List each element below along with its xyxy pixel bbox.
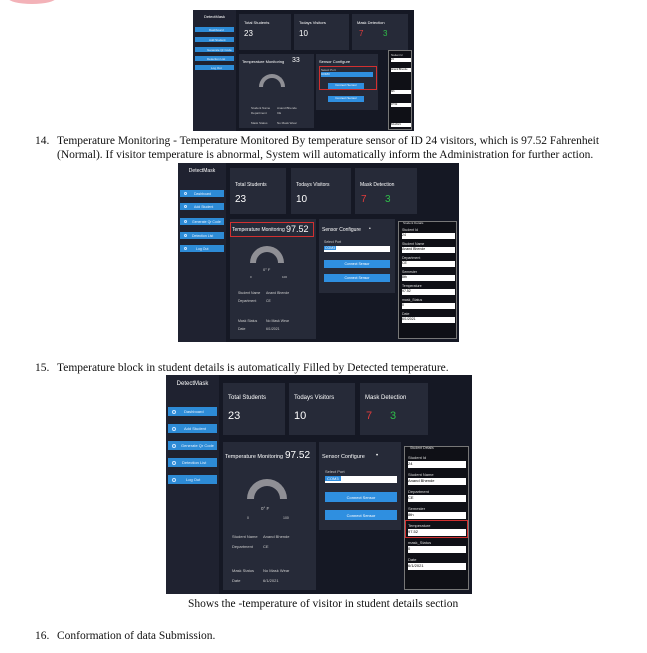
connect-sensor-button[interactable]: Connect Sensor	[325, 492, 397, 502]
detail-label-semester: Semester	[402, 270, 417, 274]
detail-field-student-name[interactable]: Anand Bhende	[408, 478, 466, 485]
detail-field-student-name[interactable]: Anand Bhende	[391, 68, 411, 72]
detail-field-mask-status[interactable]: 0	[402, 303, 455, 309]
total-students-label: Total Students	[228, 395, 267, 401]
detail-label-date: Date	[402, 312, 410, 316]
temperature-panel	[223, 442, 316, 590]
detail-label-student-name: Student Name	[408, 472, 434, 477]
detail-label-temperature: Temperature	[402, 284, 422, 288]
list-icon	[184, 234, 187, 237]
sidebar-title: DetectMask	[203, 14, 226, 19]
paragraph-15-text: Temperature block in student details is automatically Filled by Detected temperature.	[57, 362, 449, 374]
sidebar-item-label: Add Student	[184, 426, 207, 431]
sidebar-item-generate-qr[interactable]	[168, 441, 217, 450]
student-name-label: Student Name	[238, 291, 261, 295]
sidebar-item-label: Log Out	[186, 477, 201, 482]
todays-visitors-label: Todays Visitors	[296, 182, 330, 188]
sidebar-item-add-student[interactable]: Add Student	[195, 37, 234, 42]
add-student-icon	[172, 427, 176, 431]
port-select[interactable]	[325, 476, 397, 483]
total-students-label: Total Students	[244, 20, 270, 25]
student-details-panel	[388, 50, 412, 130]
total-students-card	[223, 383, 285, 435]
gauge-min: 0	[247, 516, 249, 520]
department-label: Department	[232, 544, 253, 549]
temperature-value: 33	[292, 57, 300, 64]
gauge-max: 100	[283, 516, 289, 520]
detail-field-semester[interactable]: 8th	[408, 512, 466, 519]
dashboard-icon	[172, 410, 176, 414]
detail-label-department: Department	[402, 256, 421, 260]
temperature-title: Temperature Monitoring	[242, 59, 285, 64]
todays-visitors-value: 10	[296, 194, 308, 205]
sensor-title: Sensor Configure	[322, 227, 361, 233]
detail-label-student-id: Student Id	[391, 54, 403, 57]
sensor-panel	[319, 219, 395, 293]
connect-sensor-button[interactable]: Connect Sensor	[324, 260, 390, 268]
sidebar-item-label: Dashboard	[194, 191, 212, 196]
temperature-title: Temperature Monitoring	[232, 227, 285, 233]
todays-visitors-card	[291, 168, 351, 214]
sidebar-item-label: Generate Qr Code	[192, 219, 221, 224]
sidebar-title: DetectMask	[188, 168, 216, 174]
paragraph-16-text: Conformation of data Submission.	[57, 630, 216, 642]
sidebar-item-log-out[interactable]	[180, 245, 224, 252]
logout-icon	[184, 247, 187, 250]
sidebar-item-detection-list[interactable]	[180, 232, 224, 239]
date-value: 6/1/2021	[266, 327, 280, 331]
mask-status-label: Mask Status	[232, 568, 255, 573]
sidebar-item-dashboard[interactable]	[168, 407, 217, 416]
sidebar-item-label: Add Student	[194, 204, 214, 209]
student-name-value: Anand Bhende	[277, 106, 297, 110]
gauge-unit: 0° F	[263, 267, 271, 272]
todays-visitors-card	[289, 383, 355, 435]
qr-icon	[172, 444, 176, 448]
student-name-value: Anand Bhende	[263, 534, 290, 539]
details-title: Student Details	[410, 446, 434, 450]
sidebar-item-label: Dashboard	[184, 409, 204, 414]
connect-sensor-button-2[interactable]: Connect Sensor	[328, 96, 364, 102]
paragraph-14	[35, 134, 625, 162]
highlight-temperature-field	[405, 520, 468, 538]
detail-label-student-id: Student Id	[408, 455, 427, 460]
mask-detection-card	[352, 14, 408, 50]
department-value: CE	[263, 544, 269, 549]
student-details-panel	[404, 446, 469, 590]
sidebar-item-dashboard[interactable]: Dashboard	[195, 27, 234, 32]
sidebar-item-log-out[interactable]	[168, 475, 217, 484]
detail-label-temperature: Temperature	[408, 523, 431, 528]
port-value: COM3	[325, 246, 336, 250]
temperature-value: 97.52	[286, 224, 309, 234]
port-select[interactable]: COM3	[321, 72, 373, 77]
mask-no-count: 7	[361, 194, 367, 205]
port-value: COM3	[327, 476, 339, 481]
date-value: 6/1/2021	[263, 578, 279, 583]
temperature-gauge	[247, 479, 287, 499]
student-details-panel	[398, 221, 457, 339]
qr-icon	[184, 220, 187, 223]
total-students-value: 23	[244, 29, 253, 38]
logout-icon	[172, 478, 176, 482]
gauge-min: 0	[250, 275, 252, 279]
temperature-value: 97.52	[285, 450, 311, 461]
sidebar-item-detection-list[interactable]: Detection List	[195, 56, 234, 61]
mask-detection-card	[360, 383, 428, 435]
detail-field-temperature[interactable]: 97.52	[402, 289, 455, 295]
todays-visitors-value: 10	[299, 29, 308, 38]
mask-detection-card	[355, 168, 417, 214]
sidebar-item-add-student[interactable]	[180, 203, 224, 210]
todays-visitors-value: 10	[294, 410, 307, 422]
total-students-label: Total Students	[235, 182, 267, 188]
student-name-label: Student Name	[251, 106, 271, 110]
screenshot-2	[178, 163, 459, 342]
gauge-unit: 0° F	[261, 506, 270, 511]
paragraph-16-number: 16.	[35, 630, 50, 642]
paragraph-15-number: 15.	[35, 362, 50, 374]
total-students-value: 23	[228, 410, 241, 422]
connect-sensor-button[interactable]: Connect Sensor	[328, 83, 364, 89]
date-label: Date	[232, 578, 241, 583]
gauge-max: 100	[282, 275, 288, 279]
mask-yes-count: 3	[385, 194, 391, 205]
sidebar-item-label: Log Out	[196, 246, 209, 251]
sidebar-title: DetectMask	[176, 381, 209, 387]
connect-sensor-button-2[interactable]: Connect Sensor	[325, 510, 397, 520]
detail-field-department[interactable]: CE	[402, 261, 455, 267]
screenshot-3	[166, 375, 472, 594]
mask-yes-count: 3	[390, 410, 397, 422]
detail-label-date: Date	[408, 557, 417, 562]
top-corner-decoration	[8, 0, 56, 4]
sensor-status-dot: •	[369, 226, 371, 232]
date-label: Date	[238, 327, 246, 331]
detail-field-date[interactable]: 6/1/2021	[402, 317, 455, 323]
sidebar-item-label: Generate Qr Code	[181, 443, 214, 448]
mask-detection-label: Mask Detection	[365, 395, 407, 401]
detail-field-temperature[interactable]: 97.52	[391, 103, 411, 107]
student-name-value: Anand Bhende	[266, 291, 290, 295]
detail-field-temperature[interactable]: 97.52	[408, 529, 466, 536]
sensor-title: Sensor Configure	[322, 454, 365, 460]
todays-visitors-label: Todays Visitors	[299, 20, 326, 25]
dashboard-icon	[184, 192, 187, 195]
mask-status-value: No Mask Wear	[263, 568, 290, 573]
detail-field-mask-status[interactable]: 0	[408, 546, 466, 553]
department-label: Department	[238, 299, 257, 303]
detail-field-date[interactable]: 6/1/2021	[408, 563, 466, 570]
sidebar-item-label: Detection List	[182, 460, 207, 465]
sensor-status-dot: •	[376, 453, 379, 459]
figure-caption: Shows the -temperature of visitor in student details section	[188, 598, 459, 610]
mask-status-label: Mask Status	[251, 121, 268, 125]
sensor-title: Sensor Configure	[319, 59, 351, 64]
detail-field-student-id[interactable]: 24	[402, 233, 455, 239]
add-student-icon	[184, 205, 187, 208]
student-name-label: Student Name	[232, 534, 258, 539]
detail-label-student-name: Student Name	[402, 242, 425, 246]
sidebar	[193, 10, 236, 131]
mask-status-value: No Mask Wear	[277, 121, 297, 125]
paragraph-14-number: 14.	[35, 135, 50, 147]
detail-field-student-id[interactable]: 24	[408, 461, 466, 468]
temperature-panel	[239, 54, 314, 128]
select-port-label: Select Port	[321, 68, 336, 72]
sidebar-item-log-out[interactable]: Log Out	[195, 65, 234, 70]
temperature-panel	[230, 219, 316, 339]
mask-status-value: No Mask Wear	[266, 319, 290, 323]
todays-visitors-card	[294, 14, 349, 50]
highlight-port	[319, 66, 377, 90]
highlight-temperature	[230, 222, 314, 237]
detail-field-semester[interactable]: 8th	[402, 275, 455, 281]
mask-detection-label: Mask Detection	[357, 20, 385, 25]
total-students-card	[239, 14, 291, 50]
list-icon	[172, 461, 176, 465]
detail-label-semester: Semester	[408, 506, 426, 511]
sidebar-item-dashboard[interactable]	[180, 190, 224, 197]
detail-label-department: Department	[408, 489, 429, 494]
mask-yes-count: 3	[383, 29, 388, 38]
sidebar-item-detection-list[interactable]	[168, 458, 217, 467]
sidebar	[178, 163, 226, 342]
temperature-gauge	[250, 246, 284, 263]
department-value: CE	[266, 299, 271, 303]
temperature-gauge	[259, 74, 285, 87]
sidebar-item-add-student[interactable]	[168, 424, 217, 433]
sidebar-item-generate-qr[interactable]: Generate Qr Code	[195, 47, 234, 52]
mask-detection-label: Mask Detection	[360, 182, 395, 188]
port-select[interactable]	[324, 246, 390, 252]
todays-visitors-label: Todays Visitors	[294, 395, 335, 401]
mask-no-count: 7	[359, 29, 364, 38]
select-port-label: Select Port	[325, 469, 345, 474]
sidebar-item-label: Detection List	[192, 233, 214, 238]
total-students-value: 23	[235, 194, 247, 205]
department-value: CE	[277, 111, 282, 115]
detail-label-student-id: Student Id	[402, 228, 418, 232]
department-label: Department	[251, 111, 267, 115]
total-students-card	[230, 168, 286, 214]
mask-no-count: 7	[366, 410, 373, 422]
sidebar-item-generate-qr[interactable]	[180, 218, 224, 225]
temperature-title: Temperature Monitoring	[225, 454, 284, 460]
connect-sensor-button-2[interactable]: Connect Sensor	[324, 274, 390, 282]
detail-field-student-name[interactable]: Anand Bhende	[402, 247, 455, 253]
mask-status-label: Mask Status	[238, 319, 258, 323]
detail-field-student-id[interactable]: 24	[391, 58, 411, 62]
paragraph-15	[35, 361, 625, 375]
sidebar	[166, 375, 219, 594]
paragraph-14-line1: Temperature Monitoring - Temperature Monitored By temperature sensor of ID 24 visitors, which is 97.52 Fahrenheit	[57, 135, 600, 147]
paragraph-16	[35, 629, 625, 643]
screenshot-1	[193, 10, 414, 131]
detail-field-semester[interactable]: 8th	[391, 90, 411, 94]
detail-label-mask-status: mask_Status	[408, 540, 432, 545]
details-title: Student Details	[403, 221, 424, 225]
detail-label-mask-status: mask_Status	[402, 298, 423, 302]
sensor-panel	[319, 442, 401, 530]
select-port-label: Select Port	[324, 240, 342, 244]
detail-field-department[interactable]: CE	[408, 495, 466, 502]
paragraph-14-line2: (Normal). If visitor temperature is abnormal, System will automatically inform the Administration for further action.	[57, 149, 594, 161]
detail-field-date[interactable]: 6/1/2021	[391, 123, 411, 127]
